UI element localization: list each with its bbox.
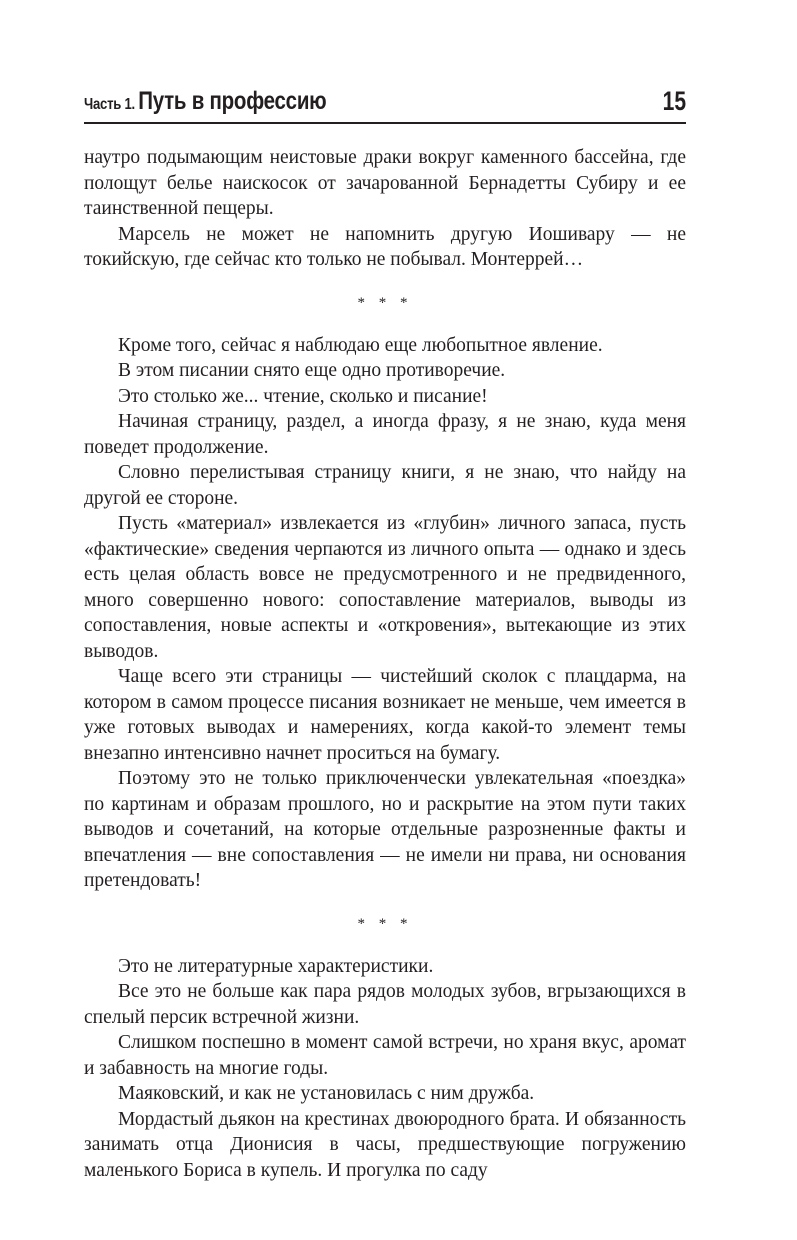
paragraph: наутро подымающим неистовые драки вокруг каменного бассейна, где полощут белье наискосок от зачарованной Бернадетты Субиру и ее таинственной пещеры. bbox=[84, 147, 686, 219]
paragraph: Чаще всего эти страницы — чистейший сколок с плацдарма, на котором в самом процессе писания возникает не меньше, чем имеется в уже готовых выводах и намерениях, когда какой-то элемент темы внезапно интенсивно начнет проситься на бумагу. bbox=[84, 666, 686, 764]
part-title: Путь в профессию bbox=[138, 87, 327, 115]
part-label: Часть 1. bbox=[84, 96, 135, 113]
paragraph: Марсель не может не напомнить другую Иошивару — не токийскую, где сейчас кто только не побывал. Монтеррей… bbox=[84, 223, 686, 270]
running-head bbox=[84, 86, 686, 124]
paragraph: Мордастый дьякон на крестинах двоюродного брата. И обязанность занимать отца Дионисия в часы, предшествующие погружению маленького Бориса в купель. И прогулка по саду bbox=[84, 1108, 686, 1181]
paragraph: Слишком поспешно в момент самой встречи, но храня вкус, аромат и забавность на многие годы. bbox=[84, 1032, 686, 1079]
paragraph: В этом писании снято еще одно противоречие. bbox=[118, 360, 506, 381]
paragraph: Поэтому это не только приключенчески увлекательная «поездка» по картинам и образам прошлого, но и раскрытие на этом пути таких выводов и сочетаний, на которые отдельные разрозненные факты и впечатления — вне сопоставления — не имели ни права, ни основания претендовать! bbox=[84, 768, 686, 891]
part-heading bbox=[84, 87, 326, 116]
paragraph: Все это не больше как пара рядов молодых зубов, вгрызающихся в спелый персик встречной жизни. bbox=[84, 981, 686, 1028]
paragraph: Это столько же... чтение, сколько и писание! bbox=[118, 385, 488, 407]
section-separator: * * * bbox=[357, 915, 413, 932]
paragraph: Кроме того, сейчас я наблюдаю еще любопытное явление. bbox=[118, 334, 603, 356]
paragraph: Начиная страницу, раздел, а иногда фразу, я не знаю, куда меня поведет продолжение. bbox=[84, 411, 686, 458]
paragraph: Маяковский, и как не установилась с ним дружба. bbox=[118, 1083, 535, 1104]
paragraph: Это не литературные характеристики. bbox=[118, 955, 434, 977]
body-text bbox=[84, 145, 686, 1183]
page-number: 15 bbox=[662, 86, 686, 116]
section-separator: * * * bbox=[357, 294, 413, 311]
paragraph: Пусть «материал» извлекается из «глубин» личного запаса, пусть «фактические» сведения черпаются из личного опыта — однако и здесь есть целая область вовсе не предусмотренного и не предвиденного, много совершенно нового: сопоставление материалов, выводы из сопоставления, новые аспекты и «откровения», вытекающие из этих выводов. bbox=[84, 513, 686, 662]
paragraph: Словно перелистывая страницу книги, я не знаю, что найду на другой ее стороне. bbox=[84, 462, 686, 509]
